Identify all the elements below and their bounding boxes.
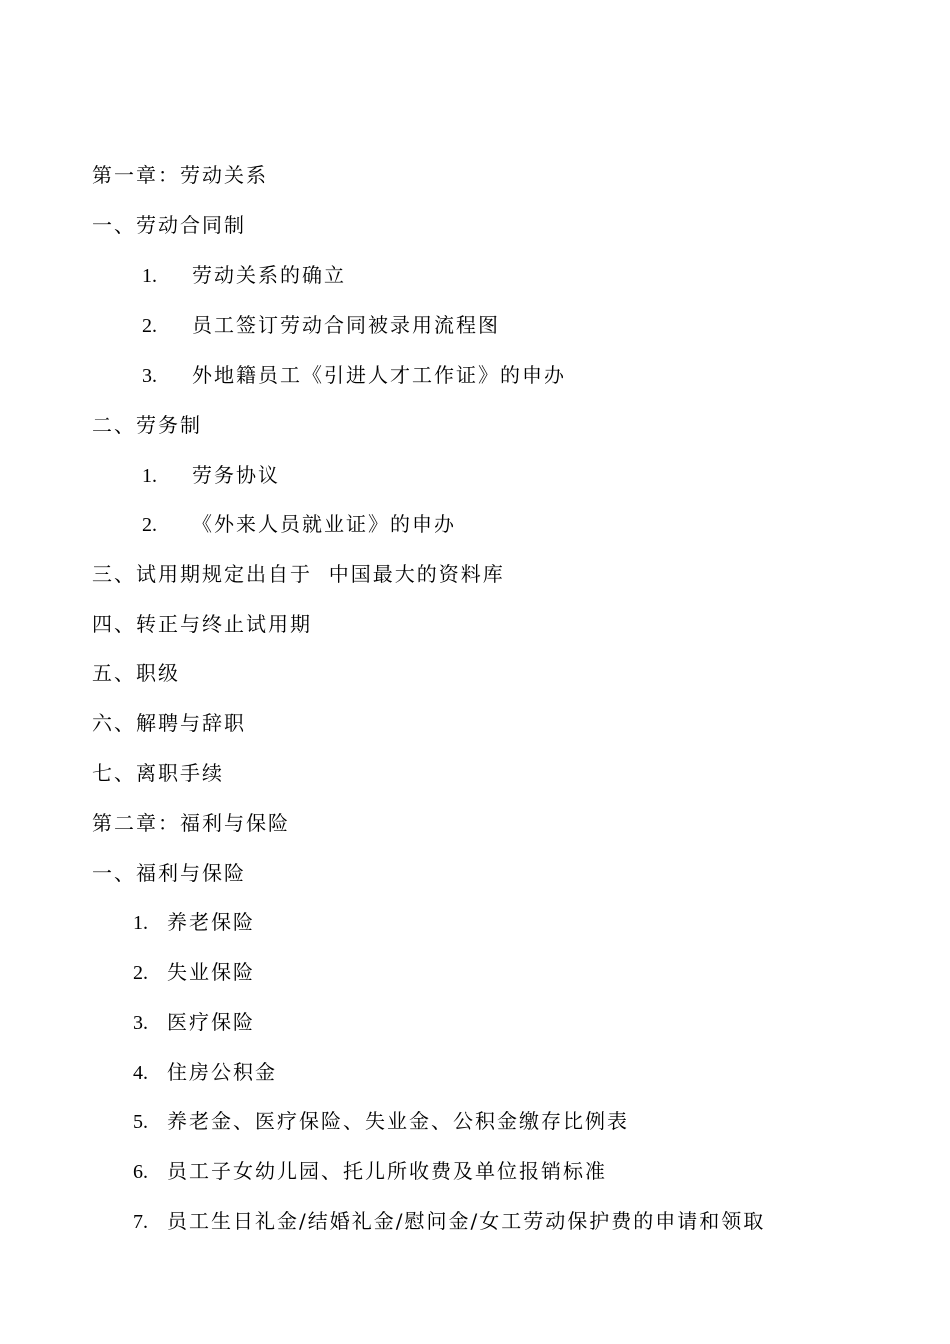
section-3-title: 三、试用期规定出自于 中国最大的资料库 — [92, 562, 505, 586]
chapter-1-title: 第一章：劳动关系 — [92, 163, 268, 187]
item-text: 失业保险 — [167, 960, 255, 984]
list-item — [142, 263, 346, 288]
item-text: 员工生日礼金/结婚礼金/慰问金/女工劳动保护费的申请和领取 — [167, 1209, 766, 1233]
chapter-2-title: 第二章：福利与保险 — [92, 811, 290, 835]
list-item — [133, 1010, 255, 1035]
item-text: 员工签订劳动合同被录用流程图 — [192, 313, 500, 337]
item-text: 医疗保险 — [167, 1010, 255, 1034]
item-number: 4. — [133, 1062, 148, 1084]
section-7-title: 七、离职手续 — [92, 761, 224, 785]
item-number: 1. — [142, 465, 157, 487]
section-4-title: 四、转正与终止试用期 — [92, 612, 312, 636]
item-text: 《外来人员就业证》的申办 — [192, 512, 456, 536]
section-1-title: 一、劳动合同制 — [92, 213, 246, 237]
section-2-title: 二、劳务制 — [92, 413, 202, 437]
list-item — [133, 1209, 765, 1234]
item-text: 养老金、医疗保险、失业金、公积金缴存比例表 — [167, 1109, 629, 1133]
chapter-2-section-1-title: 一、福利与保险 — [92, 861, 246, 885]
item-text: 劳务协议 — [192, 463, 280, 487]
list-item — [142, 313, 500, 338]
section-6-title: 六、解聘与辞职 — [92, 711, 246, 735]
item-number: 2. — [133, 962, 148, 984]
list-item — [142, 512, 456, 537]
section-5-title: 五、职级 — [92, 661, 180, 685]
item-number: 2. — [142, 514, 157, 536]
list-item — [133, 960, 255, 985]
item-text: 养老保险 — [167, 910, 255, 934]
item-number: 7. — [133, 1211, 148, 1233]
item-number: 5. — [133, 1111, 148, 1133]
list-item — [142, 463, 280, 488]
list-item — [142, 363, 566, 388]
item-number: 1. — [142, 265, 157, 287]
item-number: 3. — [142, 365, 157, 387]
list-item — [133, 910, 255, 935]
item-number: 6. — [133, 1161, 148, 1183]
item-number: 2. — [142, 315, 157, 337]
item-text: 员工子女幼儿园、托儿所收费及单位报销标准 — [167, 1159, 607, 1183]
item-number: 1. — [133, 912, 148, 934]
item-number: 3. — [133, 1012, 148, 1034]
list-item — [133, 1159, 607, 1184]
item-text: 住房公积金 — [167, 1060, 277, 1084]
list-item — [133, 1109, 629, 1134]
item-text: 外地籍员工《引进人才工作证》的申办 — [192, 363, 566, 387]
list-item — [133, 1060, 277, 1085]
item-text: 劳动关系的确立 — [192, 263, 346, 287]
